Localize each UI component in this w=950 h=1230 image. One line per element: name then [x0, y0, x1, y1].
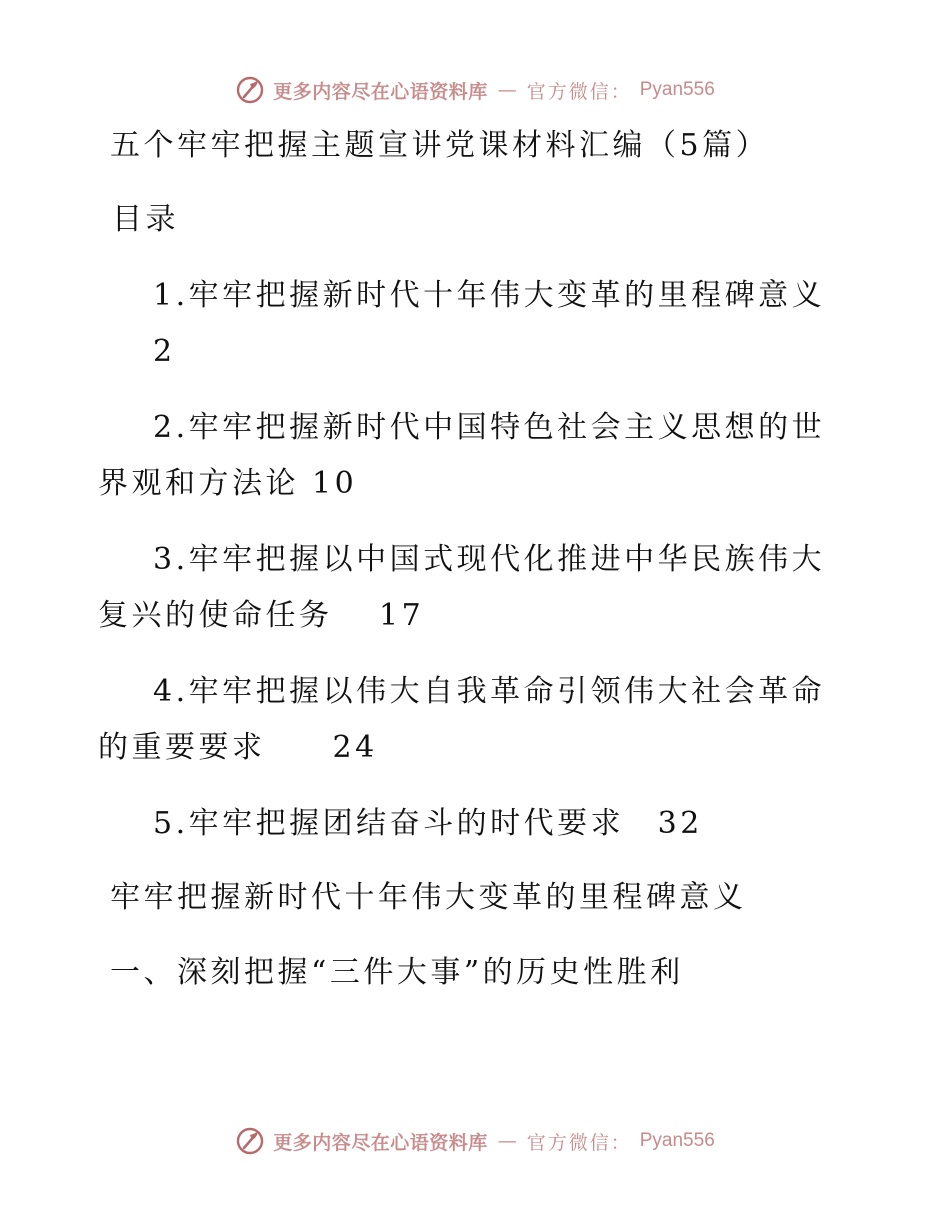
footer-watermark [0, 1123, 950, 1159]
watermark-wechat-label: 官方微信： [526, 80, 632, 103]
section-title: 牢牢把握新时代十年伟大变革的里程碑意义 [110, 880, 747, 915]
watermark-text: 更多内容尽在心语资料库 [273, 1131, 488, 1154]
watermark-wechat-id: Pyan556 [639, 79, 715, 100]
toc-item-3-line1: 3.牢牢把握以中国式现代化推进中华民族伟大 [153, 542, 826, 577]
header-watermark [0, 72, 950, 108]
document-title: 五个牢牢把握主题宣讲党课材料汇编（5篇） [110, 128, 770, 163]
toc-item-4-line1: 4.牢牢把握以伟大自我革命引领伟大社会革命 [153, 674, 826, 709]
watermark-text: 更多内容尽在心语资料库 [273, 80, 488, 103]
toc-item-5-line1: 5.牢牢把握团结奋斗的时代要求 32 [153, 806, 703, 841]
watermark-dash: — [497, 79, 517, 101]
watermark-wechat-id: Pyan556 [639, 1130, 715, 1151]
toc-item-2-line2: 界观和方法论 10 [98, 466, 358, 501]
subsection-title: 一、深刻把握“三件大事”的历史性胜利 [110, 955, 684, 990]
toc-item-1-line1: 1.牢牢把握新时代十年伟大变革的里程碑意义 [153, 278, 826, 313]
quill-logo-icon [235, 1126, 265, 1156]
toc-item-2-line1: 2.牢牢把握新时代中国特色社会主义思想的世 [153, 410, 826, 445]
quill-logo-icon [235, 75, 265, 105]
toc-heading: 目录 [112, 202, 179, 237]
toc-item-1-page: 2 [153, 334, 176, 369]
watermark-dash: — [497, 1130, 517, 1152]
watermark-wechat-label: 官方微信： [526, 1131, 632, 1154]
toc-item-4-line2: 的重要要求 24 [98, 730, 378, 765]
toc-item-3-line2: 复兴的使命任务 17 [98, 598, 425, 633]
